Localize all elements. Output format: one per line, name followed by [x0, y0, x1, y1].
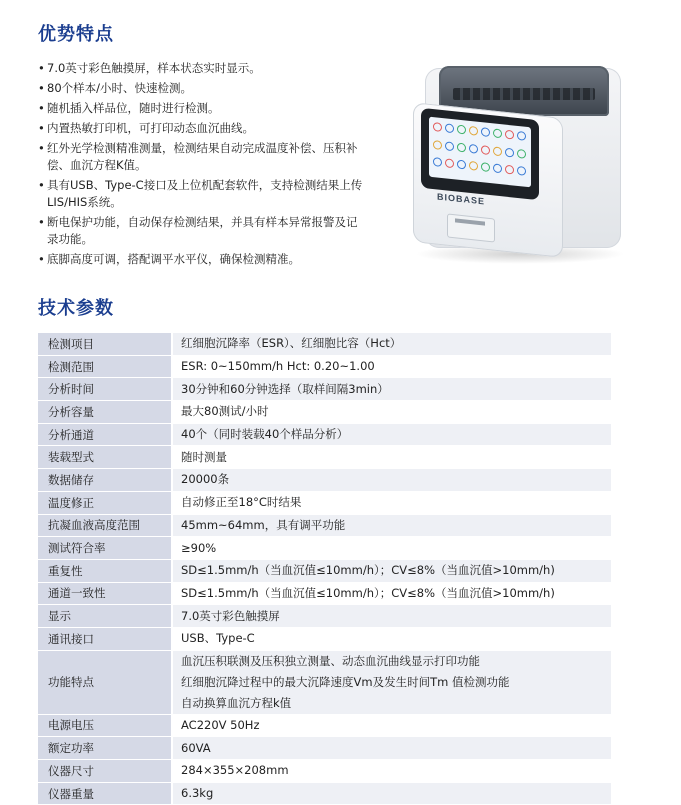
- spec-value: [172, 378, 611, 401]
- spec-label: 仪器尺寸: [38, 760, 172, 783]
- spec-row: [38, 423, 611, 446]
- spec-row: [38, 537, 611, 560]
- spec-row: [38, 333, 611, 355]
- spec-value: [172, 469, 611, 492]
- spec-label: 检测范围: [38, 355, 172, 378]
- spec-value: [172, 514, 611, 537]
- spec-row: [38, 401, 611, 424]
- spec-label: 分析时间: [38, 378, 172, 401]
- spec-row: [38, 627, 611, 650]
- spec-label: 检测项目: [38, 333, 172, 355]
- spec-value-line: 自动修正至18°C时结果: [181, 495, 302, 510]
- feature-item: • 断电保护功能，自动保存检测结果，并具有样本异常报警及记录功能。: [38, 214, 368, 248]
- spec-value: [172, 650, 611, 714]
- spec-row: [38, 650, 611, 714]
- spec-value: [172, 446, 611, 469]
- spec-value-line: AC220V 50Hz: [181, 717, 260, 732]
- spec-value: [172, 605, 611, 628]
- feature-item: • 底脚高度可调，搭配调平水平仪，确保检测精准。: [38, 251, 368, 268]
- spec-value: [172, 782, 611, 805]
- spec-label: 抗凝血液高度范围: [38, 514, 172, 537]
- spec-value-line: 60VA: [181, 740, 211, 755]
- feature-item: • 随机插入样品位，随时进行检测。: [38, 100, 368, 117]
- spec-label: 分析通道: [38, 423, 172, 446]
- spec-value-line: 30分钟和60分钟选择（取样间隔3min）: [181, 381, 389, 396]
- spec-value: [172, 627, 611, 650]
- spec-row: [38, 605, 611, 628]
- spec-row: [38, 782, 611, 805]
- spec-row: [38, 355, 611, 378]
- feature-item: • 80个样本/小时、快速检测。: [38, 80, 368, 97]
- spec-row: [38, 559, 611, 582]
- spec-value: [172, 401, 611, 424]
- spec-value-line: 红细胞沉降过程中的最大沉降速度Vm及发生时间Tm 值检测功能: [181, 674, 510, 689]
- spec-value-line: 20000条: [181, 472, 230, 487]
- spec-label: 分析容量: [38, 401, 172, 424]
- spec-value: [172, 491, 611, 514]
- spec-label: 显示: [38, 605, 172, 628]
- spec-value: [172, 760, 611, 783]
- feature-item: • 红外光学检测精准测量，检测结果自动完成温度补偿、压积补偿、血沉方程K值。: [38, 140, 368, 174]
- spec-value-line: SD≤1.5mm/h（当血沉值≤10mm/h）；CV≤8%（当血沉值>10mm/h): [181, 563, 555, 578]
- spec-value-line: 最大80测试/小时: [181, 404, 269, 419]
- spec-row: [38, 378, 611, 401]
- spec-value: [172, 355, 611, 378]
- spec-label: 数据储存: [38, 469, 172, 492]
- feature-item: • 具有USB、Type-C接口及上位机配套软件，支持检测结果上传LIS/HIS系统。: [38, 177, 368, 211]
- analyzer-device-image: [395, 48, 635, 268]
- spec-row: [38, 514, 611, 537]
- spec-label: 重复性: [38, 559, 172, 582]
- spec-value-line: ≥90%: [181, 540, 217, 555]
- spec-value: [172, 582, 611, 605]
- spec-label: 装载型式: [38, 446, 172, 469]
- spec-label: 通讯接口: [38, 627, 172, 650]
- spec-value-line: ESR: 0~150mm/h Hct: 0.20~1.00: [181, 359, 375, 374]
- spec-value-line: 45mm~64mm，具有调平功能: [181, 517, 346, 532]
- spec-row: [38, 446, 611, 469]
- spec-value-line: 7.0英寸彩色触摸屏: [181, 608, 280, 623]
- spec-value: [172, 423, 611, 446]
- specs-title: 技术参数: [38, 298, 114, 319]
- spec-row: [38, 469, 611, 492]
- spec-value: [172, 537, 611, 560]
- sample-slots: [453, 88, 595, 100]
- spec-value: [172, 714, 611, 737]
- spec-value-line: USB、Type-C: [181, 631, 255, 646]
- spec-label: 仪器重量: [38, 782, 172, 805]
- spec-value: [172, 333, 611, 355]
- spec-value-line: 40个（同时装载40个样品分析）: [181, 427, 349, 442]
- spec-value-line: 随时测量: [181, 449, 227, 464]
- brand-logo: BIOBASE: [437, 191, 486, 207]
- spec-value-line: 红细胞沉降率（ESR）、红细胞比容（Hct）: [181, 336, 402, 351]
- spec-value-line: 6.3kg: [181, 786, 214, 801]
- spec-row: [38, 760, 611, 783]
- spec-label: 测试符合率: [38, 537, 172, 560]
- spec-value-line: 自动换算血沉方程k值: [181, 695, 292, 710]
- spec-label: 温度修正: [38, 491, 172, 514]
- advantages-title: 优势特点: [38, 24, 114, 45]
- spec-value-line: 血沉压积联测及压积独立测量、动态血沉曲线显示打印功能: [181, 653, 480, 668]
- spec-value: [172, 737, 611, 760]
- spec-label: 额定功率: [38, 737, 172, 760]
- spec-value: [172, 559, 611, 582]
- feature-item: • 7.0英寸彩色触摸屏，样本状态实时显示。: [38, 60, 368, 77]
- spec-label: 功能特点: [38, 650, 172, 714]
- spec-row: [38, 714, 611, 737]
- feature-list: [38, 60, 368, 271]
- spec-value-line: 284×355×208mm: [181, 763, 289, 778]
- spec-row: [38, 491, 611, 514]
- spec-value-line: SD≤1.5mm/h（当血沉值≤10mm/h）；CV≤8%（当血沉值>10mm/h): [181, 585, 555, 600]
- spec-label: 通道一致性: [38, 582, 172, 605]
- feature-item: • 内置热敏打印机，可打印动态血沉曲线。: [38, 120, 368, 137]
- spec-table: [38, 333, 611, 805]
- spec-row: [38, 737, 611, 760]
- spec-row: [38, 582, 611, 605]
- spec-label: 电源电压: [38, 714, 172, 737]
- touchscreen-display: [429, 117, 531, 188]
